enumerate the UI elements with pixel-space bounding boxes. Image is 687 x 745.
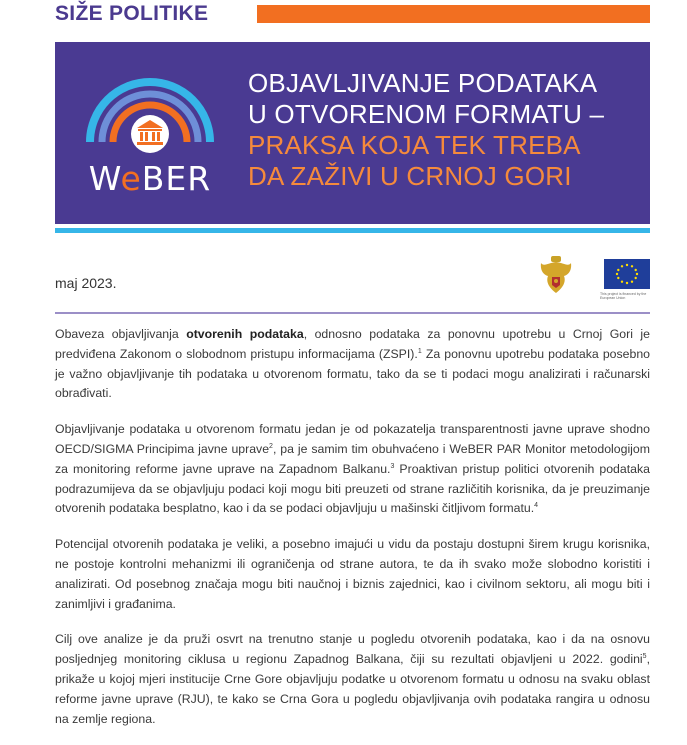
open-data-term: otvorenih podataka — [186, 327, 304, 341]
title-line-1: OBJAVLJIVANJE PODATAKA — [248, 68, 598, 98]
subtitle-line-1: PRAKSA KOJA TEK TREBA — [248, 130, 581, 160]
paragraph-3: Potencijal otvorenih podataka je veliki, a posebno imajući u vidu da postaju dostupni širem krugu korisnika, ne postoje kontrolni mehanizmi ili ograničenja od strane autora, te da ih svako može slobodno koristiti i analizirati. Od posebnog značaja mogu biti naučnoj i biznis zajednici, kao i civilnom sektoru, ali mogu biti i zanimljivi i građanima. — [55, 537, 650, 611]
document-title — [248, 68, 643, 192]
institution-building-icon — [85, 64, 215, 164]
paragraph-4: Cilj ove analize je da pruži osvrt na trenutno stanje u pogledu otvorenih podataka, kao i da na osnovu posljednjeg monitoring ciklusa u regionu Zapadnog Balkana, čiji su rezultati objavljeni u 2022. godini$^5$, prikaže u kojoj mjeri institucije Crne Gore objavljuju podatke u otvorenom formatu u odnosu na svaku oblast reforme javne uprave (RJU), te kako se Crna Gora u pogledu objavljivanja ovih podataka rangira u odnosu na zemlje regiona. — [55, 632, 650, 726]
title-line-2: U OTVORENOM FORMATU – — [248, 99, 605, 129]
montenegro-coat-of-arms-icon — [538, 255, 574, 295]
footnote-ref[interactable]: 5 — [642, 653, 647, 661]
subtitle-line-2: DA ZAŽIVI U CRNOJ GORI — [248, 161, 572, 191]
footnote-ref[interactable]: 4 — [534, 502, 539, 510]
banner-underline — [55, 228, 650, 233]
footnote-ref[interactable]: 3 — [390, 462, 395, 470]
document-type-label: SIŽE POLITIKE — [55, 2, 209, 25]
paragraph-1: Obaveza objavljivanja otvorenih podataka, odnosno podataka za ponovnu upotrebu u Crnoj Gori je predviđena Zakonom o slobodnom pristupu informacijama (ZSPI).$^1$ Za ponovnu upotrebu podataka posebno je važno objavljivanje tih podataka u otvorenom formatu, tako da se ti podaci mogu analizirati i računarski obrađivati. — [55, 327, 650, 401]
publication-date: maj 2023. — [55, 275, 117, 291]
footnote-ref[interactable]: 2 — [269, 442, 273, 450]
header-accent-bar — [257, 5, 650, 23]
paragraph-2: Objavljivanje podataka u otvorenom formatu jedan je od pokazatelja transparentnosti javne uprave shodno OECD/SIGMA Principima javne uprave$^2$, pa je samim tim obuhvaćeno i WeBER PAR Monitor metodologijom za monitoring reforme javne uprave na Zapadnom Balkanu.$^3$ Proaktivan pristup politici otvorenih podataka podrazumijeva da se objavljuju podaci koji mogu biti preuzeti od strane različitih korisnika, da je preuzimanje otvorenih podataka besplatno, kao i da se podaci objavljuju u mašinski čitljivom formatu.$^4$ — [55, 422, 650, 516]
document-body — [55, 325, 650, 745]
footnote-ref[interactable]: 1 — [417, 347, 422, 355]
header-divider — [55, 312, 650, 314]
weber-logo — [85, 64, 215, 199]
weber-wordmark: WeBER — [88, 159, 212, 198]
eu-flag-icon — [604, 259, 650, 289]
eu-funding-caption: This project is financed by the European Union — [600, 292, 647, 300]
title-banner — [55, 42, 650, 224]
